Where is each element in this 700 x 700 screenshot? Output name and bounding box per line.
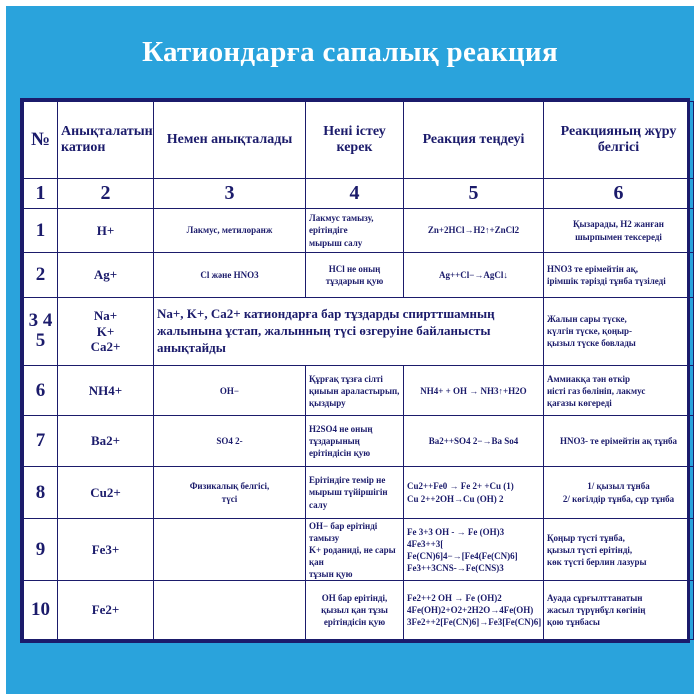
row-number: 3 4 5	[24, 297, 58, 366]
action-cell	[306, 416, 404, 466]
cation-cell: Cu2+	[58, 466, 154, 518]
sign-line: көк түсті берлин лазуры	[547, 556, 647, 567]
sign-line: ірімшік тәрізді тұнба түзіледі	[547, 275, 666, 286]
sign-line: қызыл түске бовлады	[547, 338, 636, 349]
reagent-cell	[154, 581, 306, 640]
row-number: 9	[24, 519, 58, 581]
sign-cell	[544, 416, 694, 466]
reagent-line: Физикалық белгісі,	[189, 481, 270, 492]
sign-cell	[544, 208, 694, 252]
cation-cell: Fe3+	[58, 519, 154, 581]
action-cell	[306, 581, 404, 640]
header-action: Нені істеу керек	[306, 102, 404, 179]
reagent-cell: SO4 2-	[154, 416, 306, 466]
equation-cell	[404, 416, 544, 466]
action-cell	[306, 253, 404, 297]
sign-cell	[544, 519, 694, 581]
column-number-row	[24, 178, 694, 208]
equation-cell	[404, 519, 544, 581]
action-line: мырыш түйіршігін салу	[309, 487, 388, 510]
equation-cell	[404, 208, 544, 252]
action-line: Ерітіндіге темір не	[309, 475, 386, 486]
sign-line: шырпымен тексереді	[575, 231, 662, 242]
sign-line: қызыл түсті ерітінді,	[547, 544, 633, 555]
reagent-cell	[154, 519, 306, 581]
equation-line: 4Fe3++3[ Fe(CN)6]4−→[Fe4(Fe(CN)6]	[407, 538, 518, 561]
sign-line: 2/ көгілдір тұнба, сұр тұнба	[562, 493, 675, 504]
table-row	[24, 519, 694, 581]
reagent-cell: OH−	[154, 366, 306, 416]
action-line: OH бар ерітінді,	[321, 593, 388, 604]
row-number: 2	[24, 253, 58, 297]
row-number: 7	[24, 416, 58, 466]
sign-line: Қоңыр түсті тұнба,	[547, 532, 625, 543]
cation-cell: H+	[58, 208, 154, 252]
header-number: №	[24, 102, 58, 179]
column-number: 5	[404, 178, 544, 208]
column-number: 4	[306, 178, 404, 208]
reaction-table	[20, 98, 690, 643]
action-cell	[306, 366, 404, 416]
equation-line: Fe 3+3 OH - → Fe (OH)3	[407, 526, 505, 537]
action-line: Лакмус тамызу, ерітіндіге	[309, 213, 374, 236]
table-row	[24, 466, 694, 518]
sign-line: Қызарады, H2 жанған	[573, 219, 664, 230]
equation-line: 3Fe2++2[Fe(CN)6]→Fe3[Fe(CN)6]	[407, 617, 542, 628]
sign-line: қағазы көгереді	[547, 397, 612, 408]
equation-cell	[404, 466, 544, 518]
sign-line: HNO3 те ерімейтін ақ,	[547, 263, 639, 274]
sign-cell	[544, 297, 694, 366]
action-line: OH− бар ерітінді тамызу	[309, 520, 378, 543]
reagent-cell: Cl және HNO3	[154, 253, 306, 297]
equation-line: Ag++Cl−→AgCl↓	[439, 269, 508, 280]
cation-cell: Fe2+	[58, 581, 154, 640]
sign-line: қою тұнбасы	[547, 617, 600, 628]
equation-line: NH4+ + OH → NH3↑+H2O	[420, 385, 527, 396]
sign-cell	[544, 581, 694, 640]
equation-line: Cu2++Fe0 → Fe 2+ +Cu (1)	[407, 481, 514, 492]
equation-line: Ba2++SO4 2−→Ba So4	[428, 436, 519, 447]
table-row	[24, 253, 694, 297]
header-equation: Реакция теңдеуі	[404, 102, 544, 179]
reagent-cell	[154, 466, 306, 518]
row-number: 1	[24, 208, 58, 252]
row-number: 8	[24, 466, 58, 518]
action-cell	[306, 208, 404, 252]
sign-line: иісті газ бөлініп, лакмус	[547, 385, 646, 396]
column-number: 2	[58, 178, 154, 208]
action-line: қыздыру	[309, 397, 346, 408]
sign-line: Жалын сары түске,	[547, 314, 627, 325]
table-row	[24, 208, 694, 252]
cation-line: Ca2+	[90, 339, 121, 355]
action-line: K+ роданиді, не сары қан	[309, 544, 396, 567]
equation-cell	[404, 581, 544, 640]
row-number: 10	[24, 581, 58, 640]
action-line: ерітіндісін қую	[309, 448, 371, 459]
sign-line: Ауада сұрғылттанатын	[547, 593, 643, 604]
header-cation: Анықталатын катион	[58, 102, 154, 179]
cation-cell	[58, 297, 154, 366]
equation-line: Fe2++2 OH → Fe (OH)2	[407, 593, 502, 604]
table-row	[24, 366, 694, 416]
column-number: 6	[544, 178, 694, 208]
cation-cell: NH4+	[58, 366, 154, 416]
cation-line: Na+	[93, 307, 118, 323]
reagent-cell: Лакмус, метилоранж	[154, 208, 306, 252]
action-line: H2SO4 не оның	[309, 423, 373, 434]
sign-cell	[544, 253, 694, 297]
action-line: Құрғақ тұзға сілті	[309, 373, 383, 384]
equation-cell	[404, 253, 544, 297]
equation-line: Cu 2++2OH→Cu (OH) 2	[407, 493, 504, 504]
equation-line: Fe3++3CNS-→Fe(CNS)3	[407, 563, 504, 573]
equation-line: Zn+2HCl→H2↑+ZnCl2	[427, 225, 520, 236]
action-line: ерітіндісін қую	[323, 617, 386, 628]
equation-cell	[404, 366, 544, 416]
cation-line: K+	[96, 323, 115, 339]
action-cell	[306, 519, 404, 581]
poster-title: Катиондарға сапалық реакция	[142, 36, 558, 68]
table-row	[24, 581, 694, 640]
action-line: HCl не оның тұздарын қую	[325, 263, 384, 286]
sign-cell	[544, 366, 694, 416]
action-line: тұзын қую	[309, 569, 353, 580]
cation-cell: Ba2+	[58, 416, 154, 466]
action-line: тұздарының	[309, 436, 360, 447]
action-line: қызыл қан тұзы	[321, 605, 388, 616]
bottom-margin	[20, 646, 690, 686]
header-reagent: Немен анықталады	[154, 102, 306, 179]
column-number: 1	[24, 178, 58, 208]
table-row	[24, 416, 694, 466]
sign-line: күлгін түске, қоңыр-	[547, 326, 633, 337]
flame-test-cell: Na+, K+, Ca2+ катиондарға бар тұздарды спирттшамның жалынына ұстап, жалынның түсі өзгеруіне байланысты анықтайды	[154, 297, 544, 366]
sign-line: 1/ қызыл тұнба	[587, 481, 650, 492]
sign-line: HNO3- те ерімейтін ақ тұнба	[559, 436, 678, 447]
cation-cell: Ag+	[58, 253, 154, 297]
reagent-line: түсі	[221, 493, 238, 504]
sign-cell	[544, 466, 694, 518]
equation-line: 4Fe(OH)2+O2+2H2O→4Fe(OH)	[407, 605, 534, 616]
action-line: қиыын араластырып,	[309, 385, 400, 396]
sign-line: Аммиакқа тән өткір	[547, 373, 631, 384]
row-number: 6	[24, 366, 58, 416]
header-row	[24, 102, 694, 179]
table-row	[24, 297, 694, 366]
header-sign: Реакцияның жүру белгісі	[544, 102, 694, 179]
column-number: 3	[154, 178, 306, 208]
sign-line: жасыл түрүнбұл көгінің	[547, 605, 646, 616]
action-cell	[306, 466, 404, 518]
action-line: мырыш салу	[309, 237, 363, 248]
